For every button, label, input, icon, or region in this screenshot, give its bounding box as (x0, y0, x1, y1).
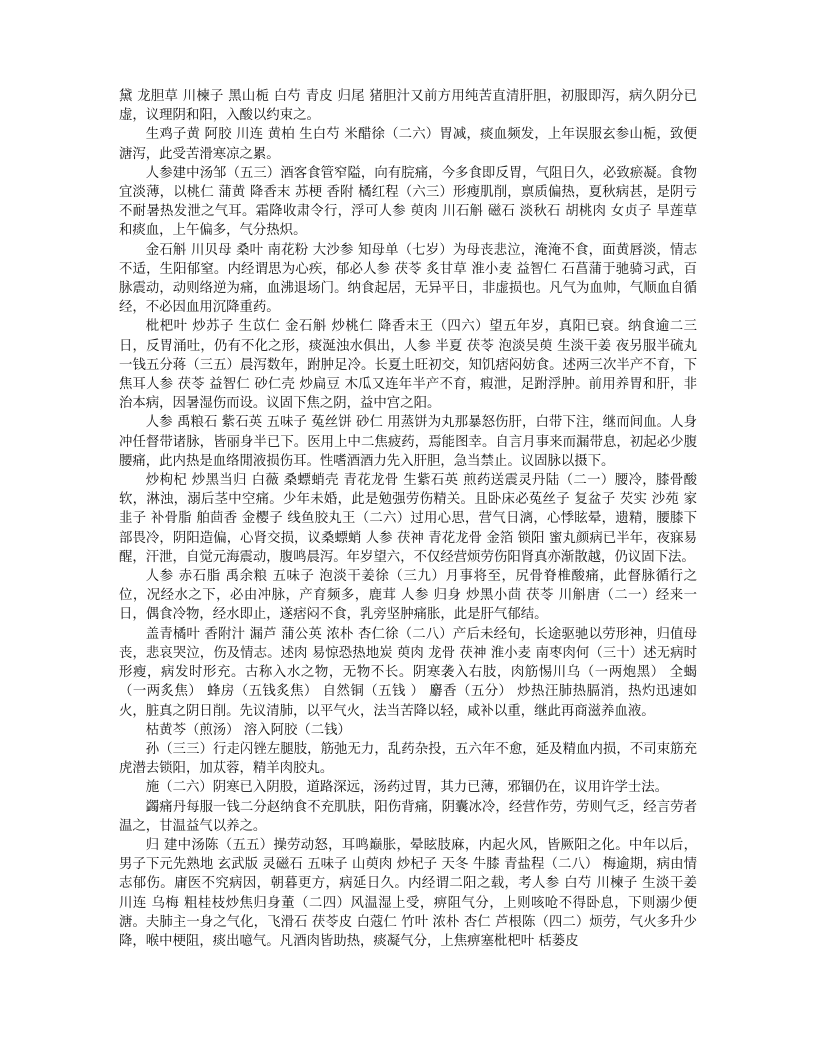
paragraph-7: 炒枸杞 炒黑当归 白薇 桑螵蛸壳 青花龙骨 生紫石英 煎药送震灵丹陆（二一）腰冷，膝骨酸软，淋浊，溺后茎中空痛。少年未婚，此是勉强劳伤精关。且卧床必菟丝子 复盆子 芡实 沙苑 家韭子 补骨脂 舶茴香 金樱子 线鱼胶丸王（二六）过用心思，营气日漓，心悸眩晕，遗精，腰膝下部畏冷，阴阳造偏，心肾交损，议桑螵蛸 人参 茯神 青花龙骨 金箔 锁阳 蜜丸颜病已半年，夜寐易醒，汗泄，自觉元海震动，腹鸣晨泻。年岁望六，不仅经营烦劳伤阳肾真亦渐散越，仍议固下法。 (119, 473, 697, 565)
document-page (119, 87, 697, 951)
paragraph-11: 孙（三三）行走闪锉左腿肢，筋弛无力，乱药杂投，五六年不愈，延及精血内损，不司束筋充虎潜去锁阳，加苁蓉，精羊肉胶丸。 (119, 741, 697, 777)
paragraph-8: 人参 赤石脂 禹余粮 五味子 泡淡干姜徐（三九）月事将至，尻骨脊椎酸痛，此督脉循行之位，况经水之下，必由冲脉，产育频多，鹿茸 人参 归身 炒黑小茴 茯苓 川斛唐（二一）经来一日，偶食冷物，经水即止，遂痞闷不食，乳旁坚肿痛胀，此是肝气郁结。 (119, 569, 697, 623)
paragraph-12: 施（二六）阴寒已入阴股，道路深远，汤药过胃，其力已薄，邪锢仍在，议用许学士法。 (145, 780, 669, 796)
paragraph-2: 生鸡子黄 阿胶 川连 黄柏 生白芍 米醋徐（二六）胃减，痰血频发，上年误服玄参山栀，致便溏泻，此受苦滑寒凉之累。 (119, 127, 697, 162)
paragraph-10: 枯黄芩（煎汤） 溶入阿胶（二钱） (145, 722, 351, 738)
paragraph-1: 黛 龙胆草 川楝子 黑山栀 白芍 青皮 归尾 猪胆汁又前方用纯苦直清肝胆，初服即泻，病久阴分已虚，议理阴和阳，入酸以约束之。 (119, 89, 697, 124)
paragraph-13: 蠲痛丹每服一钱二分赵纳食不充肌肤，阳伤背痛，阴囊冰冷，经营作劳，劳则气乏，经言劳者温之，甘温益气以养之。 (119, 799, 697, 834)
paragraph-14: 归 建中汤陈（五五）操劳动怒，耳鸣巅胀，晕眩肢麻，内起火风，皆厥阳之化。中年以后，男子下元先熟地 玄武版 灵磁石 五味子 山萸肉 炒杞子 天冬 牛膝 青盐程（二八） 梅逾期，病由情志郁伤。庸医不究病因，朝暮更方，病延日久。内经谓二阳之载，考人参 白芍 川楝子 生淡干姜 川连 乌梅 粗桂枝炒焦归身董（二四）风温湿上受，痹阻气分，上则咳呛不得卧息，下则溺少便溏。夫肺主一身之气化，飞滑石 茯苓皮 白蔻仁 竹叶 浓朴 杏仁 芦根陈（四二）烦劳，气火多升少降，喉中梗阻，痰出噫气。凡酒肉皆助热，痰凝气分，上焦痹塞枇杷叶 栝蒌皮 (119, 837, 697, 949)
paragraph-4: 金石斛 川贝母 桑叶 南花粉 大沙参 知母单（七岁）为母丧悲泣，淹淹不食，面黄唇淡，情志不适，生阳郁窒。内经谓思为心疾，郁必人参 茯苓 炙甘草 淮小麦 益智仁 石菖蒲于驰骑习武，百脉震动，动则络逆为痛，血沸退场门。纳食起居，无异平日，非虚损也。凡气为血帅，气顺血自循经，不必因血用沉降重药。 (119, 242, 697, 316)
paragraph-6: 人参 禹粮石 紫石英 五味子 菟丝饼 砂仁 用蒸饼为丸那暴怒伤肝，白带下注，继而间血。人身冲任督带诸脉，皆丽身半已下。医用上中二焦疲药，焉能图幸。自言月事来而漏带息，初起必少腹腰痛，此内热是血络閒液损伤耳。性嗜酒酒力先入肝胆，急当禁止。议固脉以摄下。 (119, 415, 697, 469)
paragraph-5: 枇杷叶 炒苏子 生苡仁 金石斛 炒桃仁 降香末王（四六）望五年岁，真阳已衰。纳食逾二三日，反胃涌吐，仍有不化之形，痰涎浊水俱出，人参 半夏 茯苓 泡淡吴萸 生淡干姜 夜另服半硫丸一钱五分蒋（三五）晨泻数年，跗肿足冷。长夏土旺初交，知饥痞闷妨食。述两三次半产不育，下焦耳人参 茯苓 益智仁 砂仁壳 炒扁豆 木瓜又连年半产不育，瘕泄，足跗浮肿。前用养胃和肝，非治本病，因暑湿伤而设。议固下焦之阴，益中宫之阳。 (119, 319, 697, 412)
paragraph-3: 人参建中汤邹（五三）酒客食管窄隘，向有脘痛，今多食即反胃，气阻日久，必致瘀凝。食物宜淡薄，以桃仁 蒲黄 降香末 苏梗 香附 橘红程（六三）形瘦肌削，禀质偏热，夏秋病甚，是阴亏不耐暑热发泄之气耳。霜降收肃令行，浮可人参 萸肉 川石斛 磁石 淡秋石 胡桃肉 女贞子 旱莲草和痰血，上午偏多，气分热炽。 (119, 165, 697, 239)
paragraph-9: 盖青橘叶 香附汁 漏芦 蒲公英 浓朴 杏仁徐（二八）产后未经旬，长途驱驰以劳形神，归值母丧，悲哀哭泣，伤及情志。述肉 易惊恐热地炭 萸肉 龙骨 茯神 淮小麦 南枣肉何（三十）述无病时形瘦，病发时形充。古称入水之物，无物不长。阴寒袭入右肢，肉筋惕川乌（一两炮黑） 全蝎（一两炙焦） 蜂房（五钱炙焦） 自然铜（五钱 ） 麝香（五分） 炒热汪肺热膈消，热灼迅速如火，脏真之阴日削。先议清肺，以平气火，法当苦降以轻，咸补以重，继此再商滋养血液。 (119, 626, 697, 719)
